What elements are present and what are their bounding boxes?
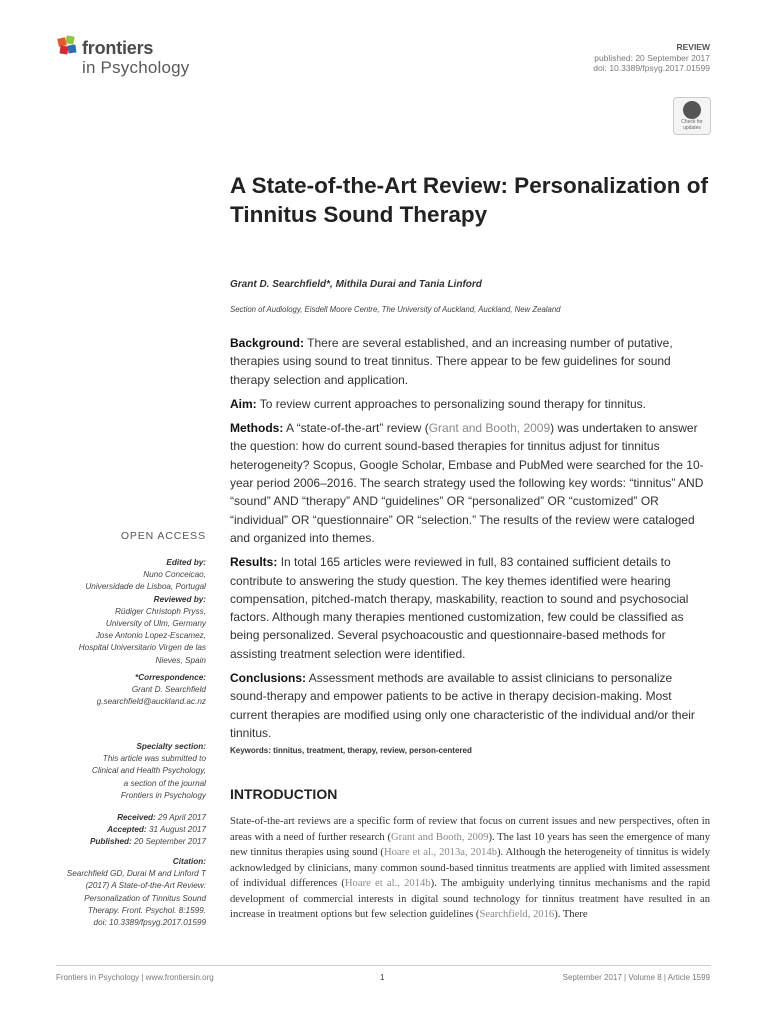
footer-divider — [56, 965, 711, 966]
specialty-line: a section of the journal — [123, 778, 206, 788]
citation-link[interactable]: Grant and Booth, 2009 — [391, 831, 489, 843]
edited-by-section — [36, 557, 206, 708]
edited-by-label: Edited by: — [166, 558, 206, 567]
abstract-conclusions — [230, 669, 710, 742]
results-text: In total 165 articles were reviewed in full, 83 contained sufficient details to contribute to answering the study question. The key themes identified were hearing compensation, pitched-match therapy, maskability, reaction to sound and psychosocial factors. Although many therapies mentioned customization, few could be classified as being personalized. Several psychoacoustic and questionnaire-based methods for assisting treatment selection were identified. — [230, 555, 689, 661]
citation-line: Personalization of Tinnitus Sound — [84, 893, 206, 903]
intro-text: State-of-the-art reviews are a specific form of review that focus on current issues and new perspectives, often in areas with a need of further research ( — [230, 816, 710, 843]
correspondence-email[interactable]: g.searchfield@auckland.ac.nz — [96, 697, 206, 707]
specialty-line: This article was submitted to — [102, 754, 206, 764]
intro-text: ). The last 10 years has seen the emergence of many new tinnitus therapies using sound ( — [230, 831, 710, 858]
open-access-label: OPEN ACCESS — [120, 530, 206, 542]
badge-text-2: updates — [683, 124, 701, 131]
background-text: There are several established, and an increasing number of putative, therapies using sound to treat tinnitus. There appear to be few guidelines for sound therapy selection and application. — [230, 336, 673, 387]
specialty-label: Specialty section: — [136, 742, 206, 751]
abstract-methods — [230, 419, 710, 547]
reviewer-line: Rüdiger Christoph Pryss, — [114, 606, 206, 616]
received-date — [36, 812, 206, 824]
article-meta — [593, 42, 710, 74]
check-for-updates-badge[interactable] — [673, 97, 711, 135]
frontiers-logo-icon — [56, 34, 80, 60]
reviewer-line: Hospital Universitario Virgen de las — [78, 643, 206, 653]
dates-section — [36, 812, 206, 849]
received-value: 29 April 2017 — [158, 813, 206, 822]
methods-text-2: ) was undertaken to answer the question: how do current sound-based therapies for tinnitus adjust for tinnitus heterogeneity? Scopus, Google Scholar, Embase and PubMed were searched for the 10-year period 2006–2016. The search strategy used the following key words: “tinnitus” AND “sound” AND “therapy” AND “guidelines” OR “personalized” OR “customized” OR “individual” OR “questionnaire” OR “selection.” The results of the review were cataloged and organized into themes. — [230, 421, 704, 545]
footer-journal-link[interactable]: Frontiers in Psychology | www.frontiersin.org — [56, 973, 214, 982]
abstract-aim — [230, 395, 710, 413]
results-label: Results: — [230, 555, 278, 570]
introduction-heading: INTRODUCTION — [230, 786, 338, 802]
correspondence-name: Grant D. Searchfield — [131, 685, 206, 695]
citation-link[interactable]: Grant and Booth, 2009 — [428, 421, 551, 436]
journal-name-frontiers: frontiers — [82, 38, 154, 58]
citation-line: Searchfield GD, Durai M and Linford T — [66, 869, 206, 879]
published-value: 20 September 2017 — [134, 837, 206, 847]
specialty-line: Frontiers in Psychology — [120, 790, 206, 800]
reviewer-line: University of Ulm, Germany — [105, 619, 206, 629]
citation-label: Citation: — [172, 857, 206, 866]
reviewer-line: Jose Antonio Lopez-Escamez, — [95, 631, 206, 641]
correspondence-label: *Correspondence: — [135, 672, 206, 682]
published-date: published: 20 September 2017 — [594, 52, 710, 63]
specialty-line: Clinical and Health Psychology, — [91, 766, 206, 776]
aim-text: To review current approaches to personalizing sound therapy for tinnitus. — [259, 396, 647, 411]
editor-line: Nuno Conceicao, — [143, 570, 206, 580]
abstract-background — [230, 334, 710, 389]
page-number: 1 — [380, 973, 385, 982]
reviewer-line: Nieves, Spain — [155, 655, 206, 665]
citation-link[interactable]: Hoare et al., 2013a, 2014b — [383, 847, 498, 858]
methods-label: Methods: — [230, 421, 284, 436]
accepted-date — [36, 824, 206, 836]
intro-text: ). Although the heterogeneity of tinnitus is widely acknowledged by clinicians, many common sound-based tinnitus treatments are applied with limited assessment of individual differences ( — [230, 847, 710, 889]
conclusions-text: Assessment methods are available to assist clinicians to personalize sound-therapy and empower patients to be active in therapy decision-making. Most current therapies are modified using only one characteristic of the individual and/or their tinnitus. — [230, 671, 695, 740]
conclusions-label: Conclusions: — [230, 671, 307, 686]
citation-section — [36, 856, 206, 929]
citation-link[interactable]: Hoare et al., 2014b — [344, 878, 431, 889]
published-date-side — [36, 836, 206, 848]
received-label: Received: — [117, 813, 156, 822]
authors: Grant D. Searchfield*, Mithila Durai and Tania Linford — [230, 279, 482, 290]
published-label: Published: — [89, 837, 132, 847]
methods-text-1: A “state-of-the-art” review ( — [286, 421, 429, 436]
keywords: Keywords: tinnitus, treatment, therapy, review, person-centered — [230, 746, 472, 755]
footer-issue-info: September 2017 | Volume 8 | Article 1599 — [562, 973, 710, 982]
badge-text-1: Check for — [681, 119, 703, 125]
intro-text: ). The ambiguity underlying tinnitus mechanisms and the rapid development of commercial interests in digital sound technology for tinnitus treatment have resulted in an increase in treatment options but few selection guidelines ( — [230, 878, 710, 920]
accepted-label: Accepted: — [107, 825, 147, 835]
introduction-text — [230, 814, 710, 923]
abstract-results — [230, 553, 710, 663]
affiliation: Section of Audiology, Eisdell Moore Centre, The University of Auckland, Auckland, New Zealand — [230, 305, 561, 314]
editor-line: Universidade de Lisboa, Portugal — [85, 582, 206, 592]
citation-line: (2017) A State-of-the-Art Review: — [85, 881, 206, 891]
background-label: Background: — [230, 336, 305, 350]
abstract — [230, 334, 710, 748]
journal-name-subject: in Psychology — [82, 58, 190, 77]
citation-line: Therapy. Front. Psychol. 8:1599. — [87, 905, 206, 915]
check-updates-icon — [683, 101, 701, 119]
accepted-value: 31 August 2017 — [148, 825, 206, 835]
reviewed-by-label: Reviewed by: — [153, 594, 206, 604]
specialty-section — [36, 741, 206, 802]
aim-label: Aim: — [230, 396, 257, 411]
citation-line: doi: 10.3389/fpsyg.2017.01599 — [93, 918, 206, 928]
citation-link[interactable]: Searchfield, 2016 — [479, 909, 555, 920]
article-title: A State-of-the-Art Review: Personalization of Tinnitus Sound Therapy — [230, 173, 708, 227]
intro-text: ). There — [554, 909, 588, 920]
article-type: REVIEW — [676, 42, 710, 52]
doi[interactable]: doi: 10.3389/fpsyg.2017.01599 — [593, 63, 710, 73]
